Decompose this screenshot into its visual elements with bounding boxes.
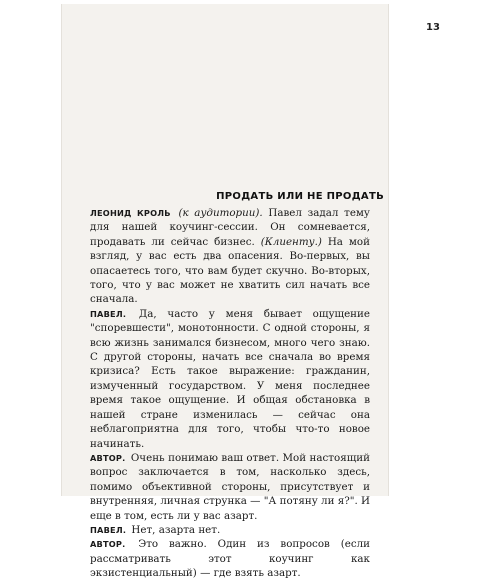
paragraph-text: Очень понимаю ваш ответ. Мой настоящий вопрос заключается в том, насколько здесь, помимо объективной стороны, присутствует и внутренняя, личная струнка — "А потяну ли я?". И еще в том, есть ли у вас азарт. [90, 451, 370, 522]
speaker-label: ЛЕОНИД КРОЛЬ [90, 208, 171, 218]
paragraph-text: Павел задал тему для нашей коучинг-сессии. Он сомневается, продавать ли сейчас бизнес. [90, 207, 370, 248]
speaker-label: АВТОР. [90, 539, 126, 550]
paragraph-text: Это важно. Один из вопросов (если рассматривать этот коучинг как экзистенциальный) — где взять азарт. [90, 538, 370, 580]
speaker-label: АВТОР. [90, 452, 126, 463]
paragraph [90, 537, 370, 580]
chapter-title: ПРОДАТЬ ИЛИ НЕ ПРОДАТЬ [216, 191, 384, 202]
paragraph [90, 307, 370, 451]
stage-direction: (Клиенту.) [260, 235, 322, 248]
paragraph [90, 523, 370, 537]
paragraph [90, 206, 370, 307]
paragraph-text: Да, часто у меня бывает ощущение "споревшести", монотонности. С одной стороны, я всю жизнь занимался бизнесом, много чего знаю. С другой стороны, начать все сначала во время кризиса? Есть такое выражение: гражданин, измученный государством. У меня последнее время такое ощущение. И общая обстановка в нашей стране изменилась — сейчас она неблагоприятна для того, чтобы что-то новое начинать. [90, 307, 370, 450]
paragraph-text: На мой взгляд, у вас есть два опасения. Во-первых, вы опасаетесь того, что вам будет скучно. Во-вторых, того, что у вас может не хватить сил начать все сначала. [90, 235, 370, 306]
paragraph-text: Нет, азарта нет. [128, 523, 221, 536]
paragraph [90, 451, 370, 523]
page-number: 13 [426, 22, 440, 33]
speaker-label: ПАВЕЛ. [90, 308, 127, 319]
stage-direction: (к аудитории). [178, 207, 263, 219]
speaker-label: ПАВЕЛ. [90, 524, 127, 535]
body-text [90, 206, 370, 581]
